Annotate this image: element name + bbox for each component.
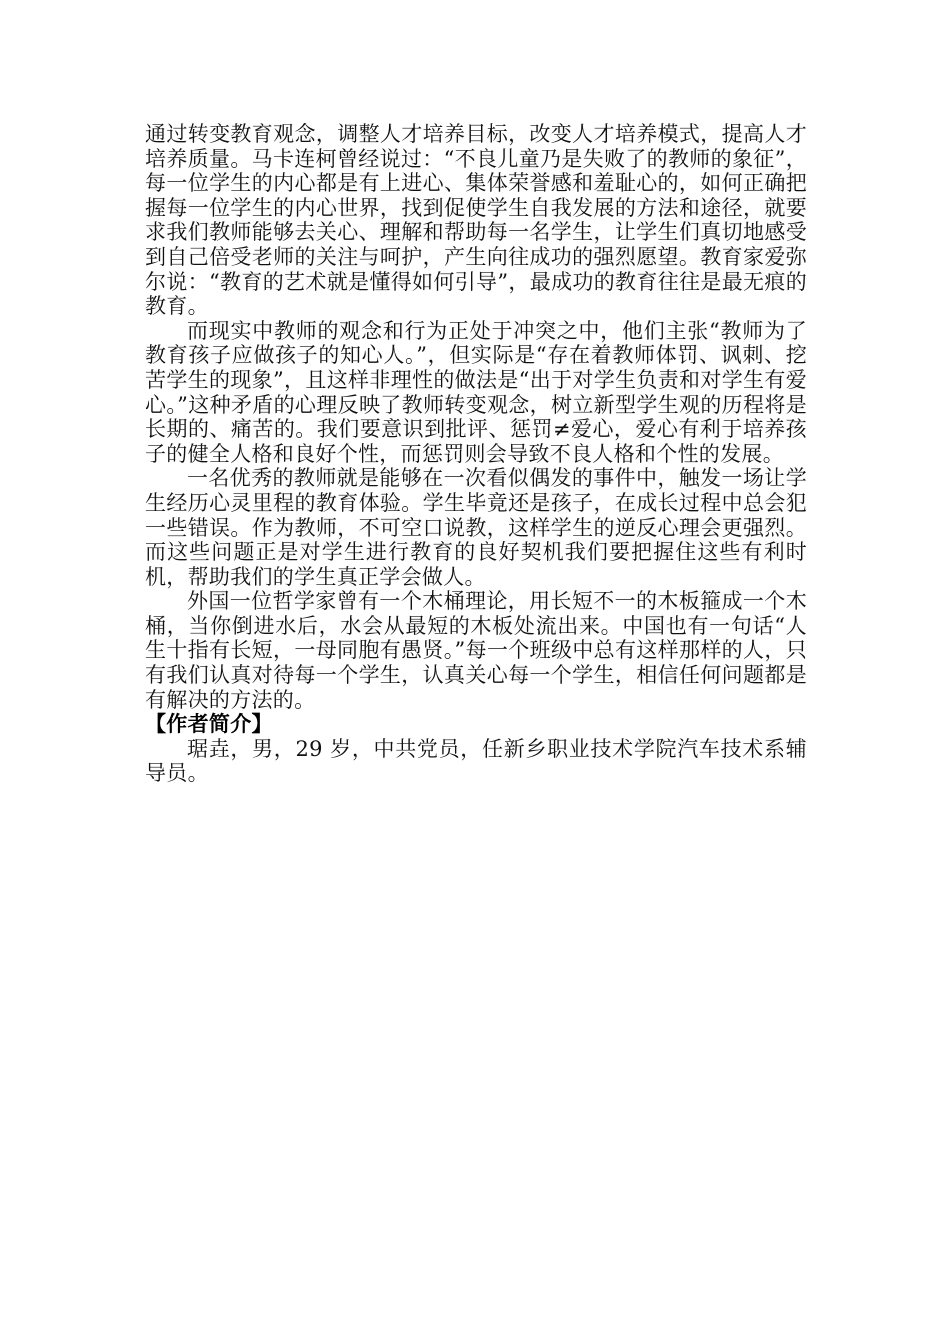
article-paragraph-2: 而现实中教师的观念和行为正处于冲突之中，他们主张“教师为了教育孩子应做孩子的知心人。”，但实际是“存在着教师体罚、讽刺、挖苦学生的现象”，且这样非理性的做法是“出于对学生负责和对学生有爱心。”这种矛盾的心理反映了教师转变观念，树立新型学生观的历程将是长期的、痛苦的。我们要意识到批评、惩罚≠爱心，爱心有利于培养孩子的健全人格和良好个性，而惩罚则会导致不良人格和个性的发展。 — [145, 318, 807, 466]
article-body — [145, 122, 807, 786]
author-bio: 琚垚，男，29 岁，中共党员，任新乡职业技术学院汽车技术系辅导员。 — [145, 736, 807, 786]
article-paragraph-4: 外国一位哲学家曾有一个木桶理论，用长短不一的木板箍成一个木桶，当你倒进水后，水会从最短的木板处流出来。中国也有一句话“人生十指有长短，一母同胞有愚贤。”每一个班级中总有这样那样的人，只有我们认真对待每一个学生，认真关心每一个学生，相信任何问题都是有解决的方法的。 — [145, 589, 807, 712]
author-intro-heading: 【作者简介】 — [145, 712, 273, 737]
article-paragraph-3: 一名优秀的教师就是能够在一次看似偶发的事件中，触发一场让学生经历心灵里程的教育体验。学生毕竟还是孩子，在成长过程中总会犯一些错误。作为教师，不可空口说教，这样学生的逆反心理会更强烈。而这些问题正是对学生进行教育的良好契机我们要把握住这些有利时机，帮助我们的学生真正学会做人。 — [145, 466, 807, 589]
article-paragraph-1: 通过转变教育观念，调整人才培养目标，改变人才培养模式，提高人才培养质量。马卡连柯曾经说过：“不良儿童乃是失败了的教师的象征”，每一位学生的内心都是有上进心、集体荣誉感和羞耻心的，如何正确把握每一位学生的内心世界，找到促使学生自我发展的方法和途径，就要求我们教师能够去关心、理解和帮助每一名学生，让学生们真切地感受到自己倍受老师的关注与呵护，产生向往成功的强烈愿望。教育家爱弥尔说：“教育的艺术就是懂得如何引导”，最成功的教育往往是最无痕的教育。 — [145, 122, 807, 319]
